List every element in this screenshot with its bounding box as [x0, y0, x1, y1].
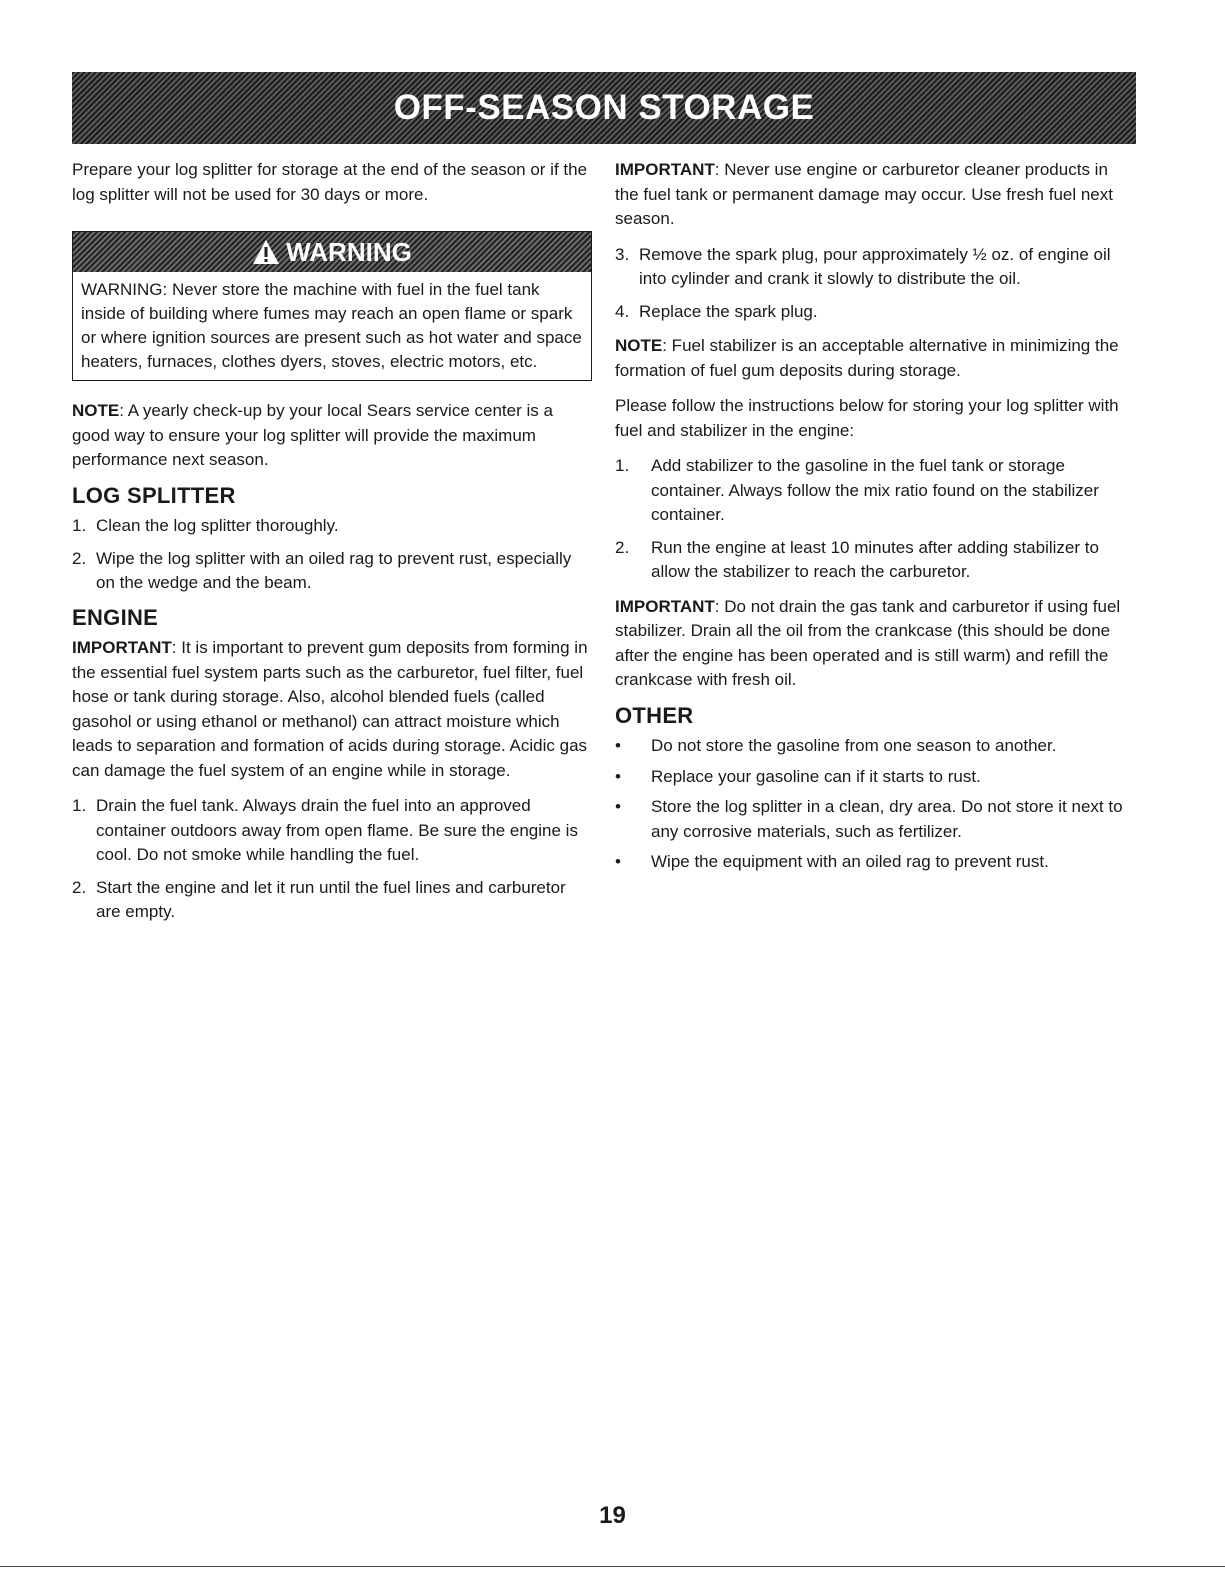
follow-instructions-paragraph: Please follow the instructions below for storing your log splitter with fuel and stabilizer in the engine: [615, 396, 1119, 440]
warning-title: WARNING [286, 236, 412, 267]
list-item-text: Store the log splitter in a clean, dry area. Do not store it next to any corrosive materials, such as fertilizer. [651, 797, 1123, 841]
step-number: 4. [615, 301, 630, 321]
list-item [72, 794, 592, 868]
step-number: 3. [615, 244, 630, 264]
warning-box [72, 231, 592, 381]
other-heading: OTHER [615, 702, 694, 728]
engine-important-paragraph [72, 636, 592, 783]
list-item [615, 795, 1135, 844]
list-item [615, 765, 1135, 790]
important-text: : Do not drain the gas tank and carburetor if using fuel stabilizer. Drain all the oil from the crankcase (this should be done after the engine has been operated and is still warm) and refill the crankcase with fresh oil. [615, 596, 1121, 689]
step-text: Start the engine and let it run until the fuel lines and carburetor are empty. [96, 877, 566, 921]
list-item-text: Wipe the equipment with an oiled rag to prevent rust. [651, 852, 1049, 871]
note-label: NOTE [615, 336, 663, 355]
note-text: : Fuel stabilizer is an acceptable alternative in minimizing the formation of fuel gum deposits during storage. [615, 336, 1119, 380]
warning-header [73, 232, 591, 272]
right-column [615, 158, 1135, 885]
bottom-divider [0, 1566, 1225, 1567]
step-number: 2. [72, 877, 87, 897]
bullet: • [615, 797, 621, 816]
step-text: Clean the log splitter thoroughly. [96, 516, 339, 535]
important-paragraph-1 [615, 158, 1135, 232]
list-item [72, 547, 592, 596]
engine-heading: ENGINE [72, 604, 159, 630]
note-text: : A yearly check-up by your local Sears service center is a good way to ensure your log splitter will provide the maximum performance next season. [72, 401, 553, 469]
note-label: NOTE [72, 401, 120, 420]
important-label: IMPORTANT [615, 596, 715, 616]
list-item [615, 850, 1135, 875]
page-title: OFF-SEASON STORAGE [393, 88, 815, 127]
bullet: • [615, 736, 621, 755]
intro-paragraph: Prepare your log splitter for storage at the end of the season or if the log splitter will not be used for 30 days or more. [72, 160, 588, 204]
step-text: Wipe the log splitter with an oiled rag to prevent rust, especially on the wedge and the beam. [96, 548, 572, 592]
list-item [615, 300, 1135, 325]
list-item [72, 514, 592, 539]
important-label: IMPORTANT [72, 638, 172, 657]
step-text: Add stabilizer to the gasoline in the fuel tank or storage container. Always follow the mix ratio found on the stabilizer container. [651, 456, 1099, 524]
bullet: • [615, 852, 621, 871]
list-item [615, 536, 1135, 585]
page-header-banner [72, 72, 1136, 144]
important-label: IMPORTANT [615, 160, 715, 179]
step-number: 2. [615, 537, 630, 557]
warning-text: WARNING: Never store the machine with fuel in the fuel tank inside of building where fumes may reach an open flame or spark or where ignition sources are present such as hot water and space heaters, furnaces, clothes dyers, stoves, electric motors, etc. [81, 280, 582, 371]
list-item-text: Do not store the gasoline from one season to another. [651, 736, 1057, 755]
other-list [615, 734, 1135, 875]
stabilizer-note-paragraph [615, 334, 1135, 383]
step-text: Drain the fuel tank. Always drain the fuel into an approved container outdoors away from open flame. Be sure the engine is cool. Do not smoke while handling the fuel. [96, 796, 578, 864]
engine-steps-continued [615, 243, 1135, 325]
step-text: Run the engine at least 10 minutes after adding stabilizer to allow the stabilizer to reach the carburetor. [651, 537, 1099, 581]
list-item [615, 243, 1135, 292]
important-text: : Never use engine or carburetor cleaner products in the fuel tank or permanent damage may occur. Use fresh fuel next season. [615, 160, 1113, 228]
warning-triangle-icon [252, 239, 280, 265]
left-column [72, 158, 592, 935]
list-item-text: Replace your gasoline can if it starts to rust. [651, 766, 981, 786]
bullet: • [615, 766, 621, 786]
engine-steps [72, 794, 592, 925]
list-item [615, 454, 1135, 528]
log-splitter-heading: LOG SPLITTER [72, 482, 236, 508]
list-item [72, 876, 592, 925]
important-text: : It is important to prevent gum deposits from forming in the essential fuel system parts such as the carburetor, fuel filter, fuel hose or tank during storage. Also, alcohol blended fuels (called gasohol or using ethanol or methanol) can attract moisture which leads to separation and formation of acids during storage. Acidic gas can damage the fuel system of an engine while in storage. [72, 638, 588, 780]
step-number: 1. [72, 516, 87, 535]
note-paragraph [72, 399, 592, 473]
step-number: 1. [615, 456, 630, 475]
step-number: 1. [72, 796, 87, 815]
page-number: 19 [599, 1502, 626, 1529]
step-text: Replace the spark plug. [639, 301, 818, 321]
log-splitter-steps [72, 514, 592, 596]
list-item [615, 734, 1135, 759]
step-number: 2. [72, 548, 87, 568]
important-paragraph-2 [615, 595, 1135, 693]
step-text: Remove the spark plug, pour approximately ½ oz. of engine oil into cylinder and crank it slowly to distribute the oil. [639, 244, 1111, 288]
stabilizer-steps [615, 454, 1135, 585]
